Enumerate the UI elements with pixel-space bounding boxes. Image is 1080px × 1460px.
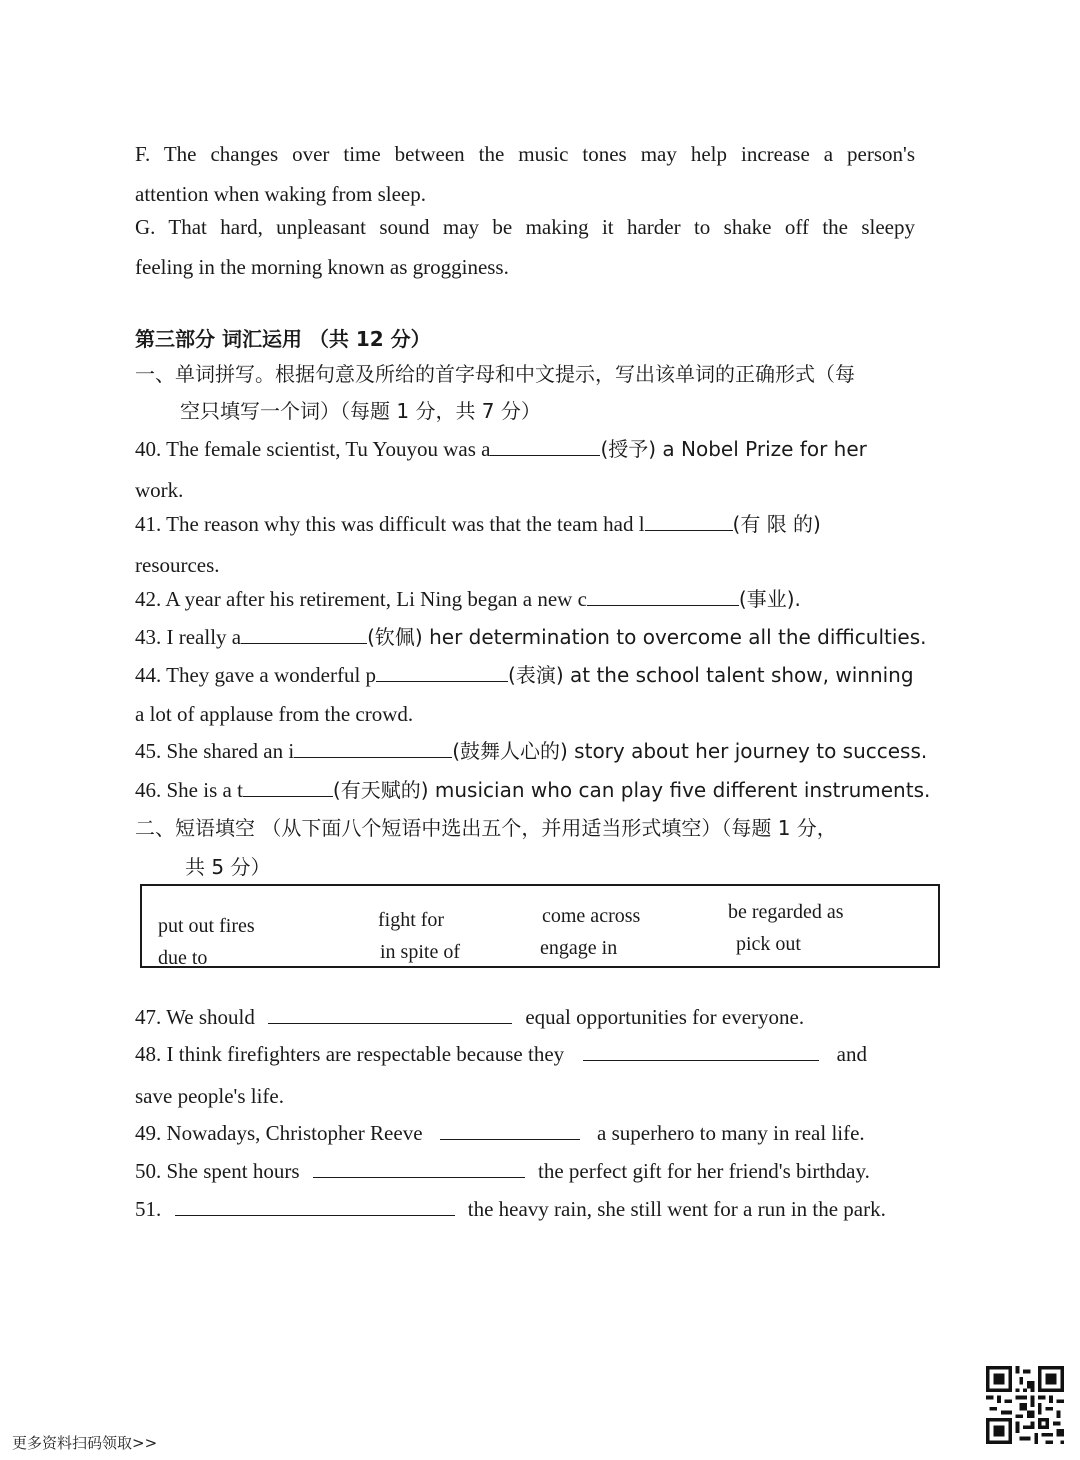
q40-continuation: work. [135,478,184,502]
question-44 [135,661,915,689]
question-50 [135,1157,915,1185]
q48-continuation: save people's life. [135,1084,284,1108]
q44-blank[interactable] [376,663,508,682]
question-40 [135,435,915,463]
q48-text-a: 48. I think firefighters are respectable because they [135,1042,565,1066]
phrase-be-regarded-as: be regarded as [728,901,844,923]
phrase-pick-out: pick out [736,933,801,955]
q47-blank[interactable] [268,1005,512,1024]
part1-instruction-line1: 一、单词拼写。根据句意及所给的首字母和中文提示，写出该单词的正确形式（每 [135,362,855,386]
part2-instruction-line2: 共 5 分） [185,855,271,879]
question-51 [135,1195,915,1223]
q50-text-b: the perfect gift for her friend's birthday. [538,1159,870,1183]
question-46 [135,776,931,804]
part1-instruction-line2: 空只填写一个词）（每题 1 分，共 7 分） [180,399,541,423]
q45-text-a: 45. She shared an i [135,739,295,763]
q43-text-b: (钦佩) her determination to overcome all the difficulties. [367,625,927,649]
phrase-engage-in: engage in [540,937,618,959]
phrase-box [140,884,940,968]
phrase-put-out-fires: put out fires [158,915,255,937]
phrase-due-to: due to [158,947,208,969]
q40-text-a: 40. The female scientist, Tu Youyou was a [135,437,491,461]
option-f-line2: attention when waking from sleep. [135,182,427,206]
question-42 [135,585,915,613]
q50-text-a: 50. She spent hours [135,1159,300,1183]
q43-text-a: 43. I really a [135,625,242,649]
option-g-line1: G. That hard, unpleasant sound may be making it harder to shake off the sleepy [135,215,915,239]
phrase-fight-for: fight for [378,909,445,931]
question-47 [135,1003,915,1031]
qr-code-icon[interactable] [986,1366,1064,1444]
question-41 [135,510,915,538]
part2-instruction-line1: 二、短语填空 （从下面八个短语中选出五个，并用适当形式填空）（每题 1 分， [135,816,837,840]
q51-text-b: the heavy rain, she still went for a run in the park. [467,1197,886,1221]
q51-text-a: 51. [135,1197,162,1221]
phrase-in-spite-of: in spite of [380,941,460,963]
q40-blank[interactable] [490,437,600,456]
q49-text-a: 49. Nowadays, Christopher Reeve [135,1121,423,1145]
q46-text-a: 46. She is a t [135,778,243,802]
phrase-come-across: come across [542,905,641,927]
question-49 [135,1119,915,1147]
option-f-line1: F. The changes over time between the music tones may help increase a person's [135,142,915,166]
q51-blank[interactable] [175,1197,455,1216]
q42-text-b: (事业). [738,587,801,611]
question-48 [135,1040,915,1068]
q48-blank[interactable] [583,1042,819,1061]
q49-text-b: a superhero to many in real life. [597,1121,865,1145]
q43-blank[interactable] [241,625,367,644]
q48-text-b: and [836,1042,867,1066]
q50-blank[interactable] [313,1159,525,1178]
q40-text-b: (授予) a Nobel Prize for her [600,437,867,461]
q46-text-b: (有天赋的) musician who can play five different instruments. [332,778,931,802]
q41-text-b: (有 限 的) [732,512,821,536]
q42-blank[interactable] [587,587,739,606]
q42-text-a: 42. A year after his retirement, Li Ning began a new c [135,587,587,611]
q46-blank[interactable] [243,778,333,797]
q47-text-a: 47. We should [135,1005,255,1029]
question-43 [135,623,927,651]
q49-blank[interactable] [440,1121,580,1140]
question-45 [135,737,928,765]
q41-text-a: 41. The reason why this was difficult was that the team had l [135,512,645,536]
section3-title: 第三部分 词汇运用 （共 12 分） [135,327,431,351]
q44-text-a: 44. They gave a wonderful p [135,663,377,687]
footer-text[interactable]: 更多资料扫码领取>> [12,1434,158,1452]
q45-text-b: (鼓舞人心的) story about her journey to success. [452,739,928,763]
q45-blank[interactable] [294,739,452,758]
q44-continuation: a lot of applause from the crowd. [135,702,414,726]
q41-continuation: resources. [135,553,220,577]
q41-blank[interactable] [645,512,733,531]
option-g-line2: feeling in the morning known as grogginess. [135,255,509,279]
q44-text-b: (表演) at the school talent show, winning [508,663,914,687]
q47-text-b: equal opportunities for everyone. [525,1005,805,1029]
